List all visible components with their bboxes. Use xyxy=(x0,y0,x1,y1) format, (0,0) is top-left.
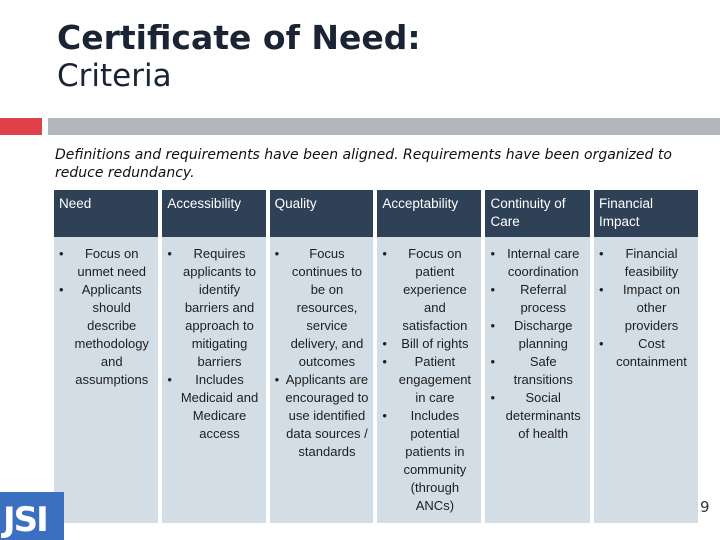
bullet-icon: • xyxy=(490,354,496,369)
header-quality: Quality xyxy=(270,190,374,237)
list-item-text: Bill of rights xyxy=(401,336,469,351)
list-item xyxy=(380,335,477,353)
need-bullet-list xyxy=(57,245,154,389)
criteria-table xyxy=(50,190,702,523)
title-line-2: Criteria xyxy=(57,58,172,95)
financial-bullet-list xyxy=(597,245,694,371)
list-item-text: Internal care coordination xyxy=(507,246,580,279)
accent-bar-gray xyxy=(48,118,720,135)
list-item xyxy=(57,245,154,281)
list-item xyxy=(165,245,261,371)
bullet-icon: • xyxy=(167,372,172,387)
intro-text: Definitions and requirements have been aligned. Requirements have been organized to reduce redundancy. xyxy=(55,147,672,182)
list-item xyxy=(273,245,370,371)
bullet-icon: • xyxy=(490,318,496,333)
cell-need xyxy=(54,237,158,523)
header-need: Need xyxy=(54,190,158,237)
bullet-icon: • xyxy=(274,372,280,387)
list-item-text: Focus on unmet need xyxy=(77,246,147,279)
cell-financial-impact xyxy=(594,237,698,523)
list-item-text: Safe transitions xyxy=(513,354,573,387)
title-line-1: Certificate of Need: xyxy=(57,18,421,57)
list-item xyxy=(488,281,586,317)
logo-text: JSI xyxy=(3,500,47,540)
list-item-text: Cost containment xyxy=(616,336,687,369)
bullet-icon: • xyxy=(59,282,64,297)
bullet-icon: • xyxy=(274,246,280,261)
list-item xyxy=(488,353,586,389)
header-continuity-of-care: Continuity of Care xyxy=(485,190,590,237)
bullet-icon: • xyxy=(59,246,64,261)
list-item xyxy=(597,281,694,335)
list-item xyxy=(488,317,586,353)
list-item-text: Impact on other providers xyxy=(622,282,681,333)
page-number: 9 xyxy=(700,498,710,516)
quality-bullet-list xyxy=(273,245,370,461)
list-item-text: Includes Medicaid and Medicare access xyxy=(180,372,259,441)
jsi-logo xyxy=(0,492,64,540)
list-item xyxy=(165,371,261,443)
bullet-icon: • xyxy=(490,390,496,405)
accessibility-bullet-list xyxy=(165,245,261,443)
bullet-icon: • xyxy=(382,354,387,369)
list-item xyxy=(597,335,694,371)
bullet-icon: • xyxy=(382,246,387,261)
list-item xyxy=(488,389,586,443)
list-item xyxy=(597,245,694,281)
list-item-text: Applicants are encouraged to use identified data sources / standards xyxy=(285,372,369,459)
continuity-bullet-list xyxy=(488,245,586,443)
bullet-icon: • xyxy=(598,246,604,261)
bullet-icon: • xyxy=(382,336,387,351)
bullet-icon: • xyxy=(490,246,496,261)
cell-quality xyxy=(270,237,374,523)
list-item-text: Focus on patient experience and satisfaction xyxy=(402,246,468,333)
list-item-text: Financial feasibility xyxy=(624,246,679,279)
bullet-icon: • xyxy=(490,282,496,297)
list-item-text: Discharge planning xyxy=(513,318,573,351)
cell-acceptability xyxy=(377,237,481,523)
list-item-text: Requires applicants to identify barriers and approach to mitigating barriers xyxy=(183,246,257,369)
list-item-text: Includes potential patients in community (through ANCs) xyxy=(403,408,467,513)
header-accessibility: Accessibility xyxy=(162,190,265,237)
acceptability-bullet-list xyxy=(380,245,477,515)
list-item-text: Patient engagement in care xyxy=(398,354,472,405)
table-header-row xyxy=(54,190,698,237)
list-item xyxy=(380,245,477,335)
list-item-text: Applicants should describe methodology and assumptions xyxy=(74,282,149,387)
list-item xyxy=(380,407,477,515)
list-item xyxy=(488,245,586,281)
header-acceptability: Acceptability xyxy=(377,190,481,237)
cell-accessibility xyxy=(162,237,265,523)
bullet-icon: • xyxy=(598,336,604,351)
list-item xyxy=(273,371,370,461)
list-item xyxy=(57,281,154,389)
cell-continuity-of-care xyxy=(485,237,590,523)
bullet-icon: • xyxy=(382,408,387,423)
slide-title xyxy=(57,18,677,96)
table-row xyxy=(54,237,698,523)
list-item xyxy=(380,353,477,407)
list-item-text: Referral process xyxy=(520,282,567,315)
list-item-text: Focus continues to be on resources, service delivery, and outcomes xyxy=(290,246,364,369)
accent-bar-red xyxy=(0,118,42,135)
header-financial-impact: Financial Impact xyxy=(594,190,698,237)
bullet-icon: • xyxy=(167,246,172,261)
bullet-icon: • xyxy=(598,282,604,297)
list-item-text: Social determinants of health xyxy=(505,390,581,441)
